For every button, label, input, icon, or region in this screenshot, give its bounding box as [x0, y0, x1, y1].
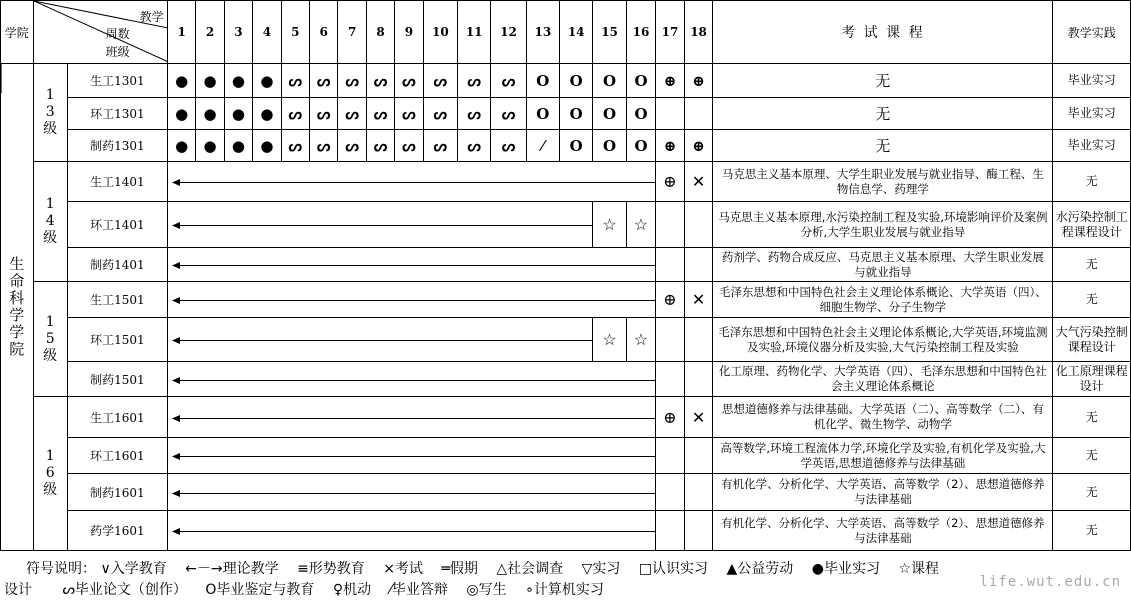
week-cell: ᔕ — [491, 130, 526, 162]
year-label: 1 4 级 — [43, 196, 58, 246]
week-cell: ● — [167, 64, 195, 98]
exam-cell — [713, 64, 1053, 98]
week-cell: ᔕ — [281, 64, 309, 98]
legend-title: 符号说明： — [26, 561, 96, 577]
exam-courses: 高等数学,环境工程流体力学,环境化学及实验,有机化学及实验,大学英语,思想道德修养与法律基础 — [720, 440, 1046, 470]
class-name: 制药1601 — [67, 474, 167, 511]
diag-label-teaching: 教学 — [139, 10, 164, 24]
exam-courses: 毛泽东思想和中国特色社会主义理论体系概论、大学英语（四）、细胞生物学、分子生物学 — [719, 284, 1047, 314]
year-cell — [33, 397, 67, 551]
theory-teaching-span — [167, 474, 655, 511]
week-cell: ☆ — [593, 202, 626, 248]
week-cell: ● — [196, 64, 224, 98]
class-row — [1, 162, 1131, 202]
arrow-head-left — [172, 297, 180, 304]
week-cell: ☆ — [593, 318, 626, 362]
practice-cell: 无 — [1053, 397, 1131, 438]
exam-cell — [713, 318, 1053, 362]
week-cell: O — [560, 64, 593, 98]
week-cell — [684, 362, 713, 397]
week-cell: ● — [253, 98, 281, 130]
week-cell: O — [526, 98, 559, 130]
exam-courses: 有机化学、分析化学、大学英语、高等数学（2）、思想道德修养与法律基础 — [721, 477, 1045, 506]
exam-courses: 化工原理、药物化学、大学英语（四）、毛泽东思想和中国特色社会主义理论体系概论 — [719, 364, 1047, 393]
week-cell — [656, 318, 685, 362]
arrow-head-left — [172, 415, 180, 422]
week-cell: O — [526, 64, 559, 98]
class-row — [1, 130, 1131, 162]
week-cell — [684, 318, 713, 362]
legend-item: □认识实习 — [638, 561, 709, 577]
week-cell: ᔕ — [458, 64, 491, 98]
legend-item: ×考试 — [383, 561, 423, 577]
practice-cell: 化工原理课程设计 — [1053, 362, 1131, 397]
week-cell: ● — [253, 64, 281, 98]
week-header-4: 4 — [253, 1, 281, 64]
week-cell: ● — [167, 130, 195, 162]
week-cell — [656, 511, 685, 551]
arrow-head-left — [172, 262, 180, 269]
exam-cell — [713, 202, 1053, 248]
week-header-2: 2 — [196, 1, 224, 64]
exam-courses: 有机化学、分析化学、大学英语、高等数学（2）、思想道德修养与法律基础 — [721, 515, 1045, 545]
week-cell: ✕ — [684, 282, 713, 318]
class-row — [1, 318, 1131, 362]
legend-item: ∨入学教育 — [100, 561, 167, 577]
practice-cell: 无 — [1053, 438, 1131, 474]
theory-teaching-span — [167, 318, 592, 362]
legend-item: △社会调查 — [496, 561, 564, 577]
theory-teaching-span — [167, 362, 655, 397]
legend-item: ←－→理论教学 — [185, 561, 279, 577]
practice-cell: 无 — [1053, 474, 1131, 511]
legend-item: ═假期 — [441, 561, 478, 577]
legend-item: ♀机动 — [332, 582, 372, 598]
theory-teaching-span — [167, 202, 592, 248]
class-name: 制药1401 — [67, 248, 167, 282]
week-cell: O — [560, 98, 593, 130]
week-cell: ᔕ — [366, 98, 394, 130]
week-cell: ᔕ — [423, 64, 457, 98]
exam-cell — [713, 397, 1053, 438]
week-header-12: 12 — [491, 1, 526, 64]
week-cell: ☆ — [626, 202, 656, 248]
week-cell: ● — [224, 98, 252, 130]
arrow-head-left — [172, 337, 180, 344]
class-name: 环工1501 — [67, 318, 167, 362]
week-cell: ᔕ — [458, 130, 491, 162]
week-cell: O — [626, 64, 656, 98]
legend-item: ≡形势教育 — [297, 561, 365, 577]
legend-item: ☆课程 — [898, 561, 939, 577]
legend-item: ●毕业实习 — [811, 561, 880, 577]
week-cell: O — [593, 98, 626, 130]
practice-cell: 水污染控制工程课程设计 — [1053, 202, 1131, 248]
week-header-14: 14 — [560, 1, 593, 64]
week-cell: ᔕ — [395, 64, 423, 98]
week-cell: ⊕ — [656, 64, 685, 98]
exam-courses: 马克思主义基本原理、大学生职业发展与就业指导、酶工程、生物信息学、药理学 — [721, 166, 1044, 196]
week-header-3: 3 — [224, 1, 252, 64]
arrow-head-left — [172, 179, 180, 186]
theory-teaching-arrow — [168, 162, 656, 202]
week-cell: ᔕ — [338, 64, 366, 98]
legend-item: O毕业鉴定与教育 — [205, 582, 315, 598]
week-cell — [684, 248, 713, 282]
exam-cell — [713, 474, 1053, 511]
week-cell — [656, 474, 685, 511]
class-name: 制药1501 — [67, 362, 167, 397]
exam-cell — [713, 511, 1053, 551]
week-header-15: 15 — [593, 1, 626, 64]
week-cell: ⊕ — [656, 282, 685, 318]
class-name: 环工1301 — [67, 98, 167, 130]
theory-teaching-arrow — [168, 282, 656, 318]
watermark: life.wut.edu.cn — [979, 574, 1121, 590]
week-cell: ᔕ — [338, 98, 366, 130]
arrow-head-left — [172, 490, 180, 497]
week-cell: ᔕ — [395, 98, 423, 130]
exam-courses: 无 — [875, 105, 891, 123]
theory-teaching-arrow — [168, 474, 656, 511]
theory-teaching-span — [167, 282, 655, 318]
week-cell: O — [593, 64, 626, 98]
class-row — [1, 64, 1131, 98]
practice-cell: 无 — [1053, 248, 1131, 282]
theory-teaching-arrow — [168, 511, 656, 551]
week-cell: O — [593, 130, 626, 162]
theory-teaching-span — [167, 248, 655, 282]
theory-teaching-arrow — [168, 362, 656, 397]
class-name: 生工1601 — [67, 397, 167, 438]
week-cell: ᔕ — [310, 98, 338, 130]
week-cell: ᔕ — [458, 98, 491, 130]
week-cell: ● — [224, 64, 252, 98]
practice-cell: 毕业实习 — [1053, 130, 1131, 162]
week-cell: ⊕ — [656, 397, 685, 438]
week-cell: ᔕ — [338, 130, 366, 162]
year-label: 1 6 级 — [43, 448, 58, 498]
year-label: 1 5 级 — [43, 313, 58, 364]
class-row — [1, 474, 1131, 511]
week-cell: ᔕ — [366, 130, 394, 162]
exam-cell — [713, 98, 1053, 130]
theory-teaching-span — [167, 438, 655, 474]
year-label: 1 3 级 — [43, 87, 58, 137]
class-row — [1, 202, 1131, 248]
week-cell: ᔕ — [281, 130, 309, 162]
arrow-head-left — [172, 453, 180, 460]
exam-courses: 马克思主义基本原理,水污染控制工程及实验,环境影响评价及案例分析,大学生职业发展与就业指导 — [718, 209, 1048, 239]
theory-teaching-arrow — [168, 318, 593, 362]
week-cell — [684, 202, 713, 248]
legend-item: ▲公益劳动 — [726, 561, 794, 577]
class-name: 环工1601 — [67, 438, 167, 474]
week-cell: ● — [196, 98, 224, 130]
exam-courses: 无 — [875, 72, 891, 90]
week-cell: ᔕ — [310, 130, 338, 162]
theory-teaching-span — [167, 397, 655, 438]
week-cell: ⁄ — [526, 130, 559, 162]
week-cell: ⊕ — [656, 130, 685, 162]
legend-item: ▽实习 — [581, 561, 621, 577]
week-cell: ᔕ — [395, 130, 423, 162]
week-cell: O — [626, 98, 656, 130]
class-row — [1, 282, 1131, 318]
arrow-head-left — [172, 222, 180, 229]
class-name: 制药1301 — [67, 130, 167, 162]
practice-cell: 毕业实习 — [1053, 98, 1131, 130]
week-cell: ● — [253, 130, 281, 162]
class-name: 生工1501 — [67, 282, 167, 318]
week-header-18: 18 — [684, 1, 713, 64]
week-header-17: 17 — [656, 1, 685, 64]
header-row — [1, 1, 1131, 64]
week-cell: ᔕ — [310, 64, 338, 98]
week-cell: ⊕ — [684, 130, 713, 162]
class-row — [1, 397, 1131, 438]
week-cell: ⊕ — [656, 162, 685, 202]
class-name: 生工1301 — [67, 64, 167, 98]
week-cell — [684, 474, 713, 511]
exam-courses: 药剂学、药物合成反应、马克思主义基本原理、大学生职业发展与就业指导 — [721, 249, 1044, 279]
week-cell: O — [626, 130, 656, 162]
diag-label-class: 班级 — [105, 45, 130, 59]
practice-cell: 无 — [1053, 162, 1131, 202]
week-header-5: 5 — [281, 1, 309, 64]
week-cell: ● — [224, 130, 252, 162]
legend-line-2 — [4, 580, 618, 600]
theory-teaching-arrow — [168, 248, 656, 282]
exam-cell — [713, 248, 1053, 282]
week-cell: ᔕ — [491, 64, 526, 98]
week-header-9: 9 — [395, 1, 423, 64]
exam-cell — [713, 438, 1053, 474]
exam-courses: 毛泽东思想和中国特色社会主义理论体系概论,大学英语,环境监测及实验,环境仪器分析及实验,大气污染控制工程及实验 — [718, 324, 1048, 354]
week-header-6: 6 — [310, 1, 338, 64]
dept-header: 学院 — [1, 1, 34, 64]
exam-cell — [713, 130, 1053, 162]
week-header-10: 10 — [423, 1, 457, 64]
year-cell — [33, 162, 67, 282]
week-cell — [656, 98, 685, 130]
week-cell: ● — [196, 130, 224, 162]
week-header-11: 11 — [458, 1, 491, 64]
week-cell — [656, 202, 685, 248]
legend — [0, 558, 1131, 604]
dept-name: 生命科学学院 — [7, 256, 26, 358]
week-cell — [656, 248, 685, 282]
legend-item: 设计 — [4, 582, 32, 598]
week-cell — [684, 438, 713, 474]
theory-teaching-arrow — [168, 397, 656, 438]
class-row — [1, 362, 1131, 397]
theory-teaching-span — [167, 162, 655, 202]
practice-cell: 无 — [1053, 282, 1131, 318]
diagonal-header — [33, 1, 167, 64]
year-cell — [33, 282, 67, 397]
exam-cell — [713, 282, 1053, 318]
exam-header: 考 试 课 程 — [713, 1, 1053, 64]
arrow-head-left — [172, 377, 180, 384]
class-row — [1, 438, 1131, 474]
week-cell — [656, 362, 685, 397]
theory-teaching-span — [167, 511, 655, 551]
class-row — [1, 98, 1131, 130]
week-cell: ⊕ — [684, 64, 713, 98]
week-cell: ᔕ — [423, 130, 457, 162]
week-header-7: 7 — [338, 1, 366, 64]
theory-teaching-arrow — [168, 202, 593, 248]
diag-label-weeks: 周数 — [105, 27, 130, 41]
week-header-13: 13 — [526, 1, 559, 64]
week-header-16: 16 — [626, 1, 656, 64]
exam-cell — [713, 362, 1053, 397]
legend-item: ⁄毕业答辩 — [389, 582, 448, 598]
practice-cell: 毕业实习 — [1053, 64, 1131, 98]
week-cell: O — [560, 130, 593, 162]
class-row — [1, 248, 1131, 282]
exam-courses: 无 — [875, 137, 891, 155]
week-cell: ☆ — [626, 318, 656, 362]
class-name: 环工1401 — [67, 202, 167, 248]
legend-line-1 — [26, 559, 953, 579]
practice-cell: 无 — [1053, 511, 1131, 551]
week-cell: ᔕ — [491, 98, 526, 130]
week-cell — [684, 511, 713, 551]
week-cell — [684, 98, 713, 130]
week-cell: ᔕ — [366, 64, 394, 98]
dept-cell — [1, 64, 34, 551]
class-row — [1, 511, 1131, 551]
week-cell: ᔕ — [281, 98, 309, 130]
week-header-8: 8 — [366, 1, 394, 64]
class-name: 药学1601 — [67, 511, 167, 551]
exam-cell — [713, 162, 1053, 202]
week-cell — [656, 438, 685, 474]
week-header-1: 1 — [167, 1, 195, 64]
week-cell: ᔕ — [423, 98, 457, 130]
class-name: 生工1401 — [67, 162, 167, 202]
week-cell: ✕ — [684, 397, 713, 438]
week-cell: ✕ — [684, 162, 713, 202]
legend-item: ∘计算机实习 — [525, 582, 604, 598]
exam-courses: 思想道德修养与法律基础、大学英语（二）、高等数学（二）、有机化学、微生物学、动物学 — [721, 402, 1044, 431]
practice-cell: 大气污染控制课程设计 — [1053, 318, 1131, 362]
theory-teaching-arrow — [168, 438, 656, 474]
arrow-head-left — [172, 528, 180, 535]
year-cell — [33, 64, 67, 162]
week-cell: ● — [167, 98, 195, 130]
legend-item: ᔕ毕业论文（创作） — [62, 582, 187, 598]
practice-header: 教学实践 — [1053, 1, 1131, 64]
legend-item: ◎写生 — [466, 582, 507, 598]
